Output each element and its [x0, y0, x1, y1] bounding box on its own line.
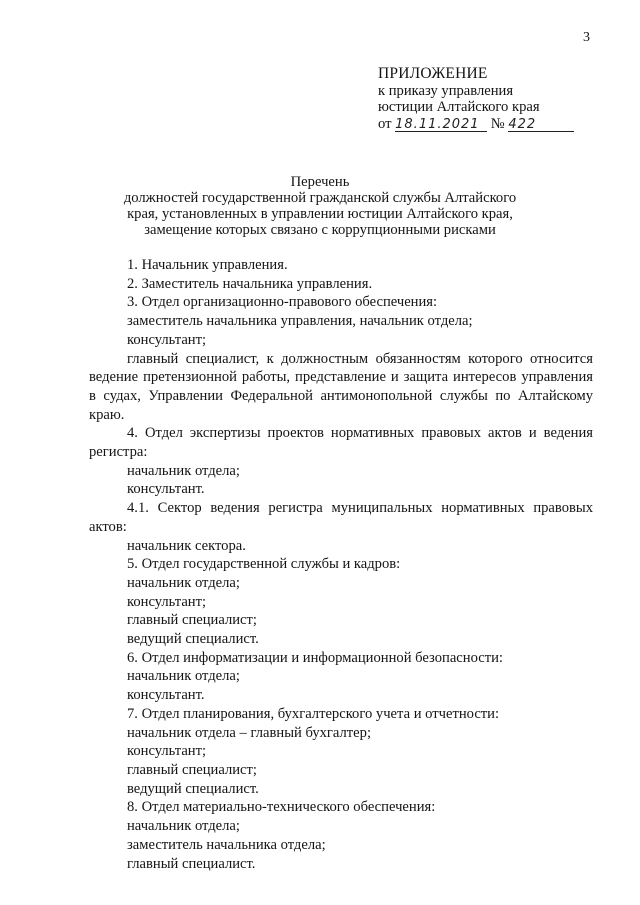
list-item: 4. Отдел экспертизы проектов нормативных правовых актов и ведения регистра: [89, 425, 593, 461]
list-sub-item: консультант; [127, 743, 207, 760]
list-sub-item: начальник отдела; [127, 668, 240, 685]
list-sub-item: ведущий специалист. [127, 780, 259, 797]
order-date-number-line [378, 116, 583, 133]
list-item: 5. Отдел государственной службы и кадров: [127, 556, 401, 573]
list-item: 2. Заместитель начальника управления. [127, 275, 373, 292]
list-sub-item: заместитель начальника отдела; [127, 836, 326, 853]
appendix-heading: ПРИЛОЖЕНИЕ [378, 65, 488, 82]
list-item: 7. Отдел планирования, бухгалтерского учета и отчетности: [127, 705, 500, 722]
appendix-header [378, 66, 583, 132]
list-sub-item: главный специалист; [127, 612, 257, 629]
title-line-3: края, установленных в управлении юстиции Алтайского края, [127, 206, 513, 222]
list-sub-item: главный специалист. [127, 855, 256, 872]
list-item: 3. Отдел организационно-правового обеспечения: [127, 294, 438, 311]
list-sub-item: заместитель начальника управления, начальник отдела; [127, 313, 473, 330]
list-item: главный специалист, к должностным обязанностям которого относится ведение претензионной работы, представление и защита интересов управления в судах, Управлении Федеральной антимонопольной службы по Алтайскому краю. [89, 350, 593, 423]
appendix-order-line: к приказу управления [378, 82, 514, 99]
list-sub-item: начальник отдела; [127, 574, 240, 591]
list-item: 1. Начальник управления. [127, 257, 288, 273]
title-line-2: должностей государственной гражданской службы Алтайского [123, 190, 517, 206]
date-prefix: от [378, 115, 392, 132]
list-sub-item: начальник отдела; [127, 462, 240, 479]
title-line-4: замещение которых связано с коррупционными рисками [144, 222, 496, 238]
title-line-1: Перечень [290, 174, 350, 190]
list-sub-item: начальник отдела; [127, 818, 240, 835]
list-sub-item: начальник сектора. [127, 537, 246, 554]
list-sub-item: консультант; [127, 331, 207, 348]
number-prefix: № [490, 115, 505, 132]
list-sub-item: начальник отдела – главный бухгалтер; [127, 724, 372, 741]
list-item: 4.1. Сектор ведения регистра муниципальных нормативных правовых актов: [89, 500, 593, 535]
page-number: 3 [583, 30, 590, 45]
list-sub-item: консультант. [127, 687, 205, 704]
handwritten-number: 422 [508, 118, 574, 132]
list-sub-item: ведущий специалист. [127, 631, 259, 648]
list-sub-item: главный специалист; [127, 761, 257, 778]
list-sub-item: консультант; [127, 593, 207, 610]
document-title [120, 174, 520, 238]
list-item: 6. Отдел информатизации и информационной безопасности: [127, 649, 503, 666]
list-sub-item: консультант. [127, 481, 205, 498]
handwritten-date: 18.11.2021 [395, 118, 487, 132]
appendix-department-line: юстиции Алтайского края [378, 99, 540, 115]
positions-list [89, 256, 593, 873]
list-item: 8. Отдел материально-технического обеспечения: [127, 799, 436, 816]
